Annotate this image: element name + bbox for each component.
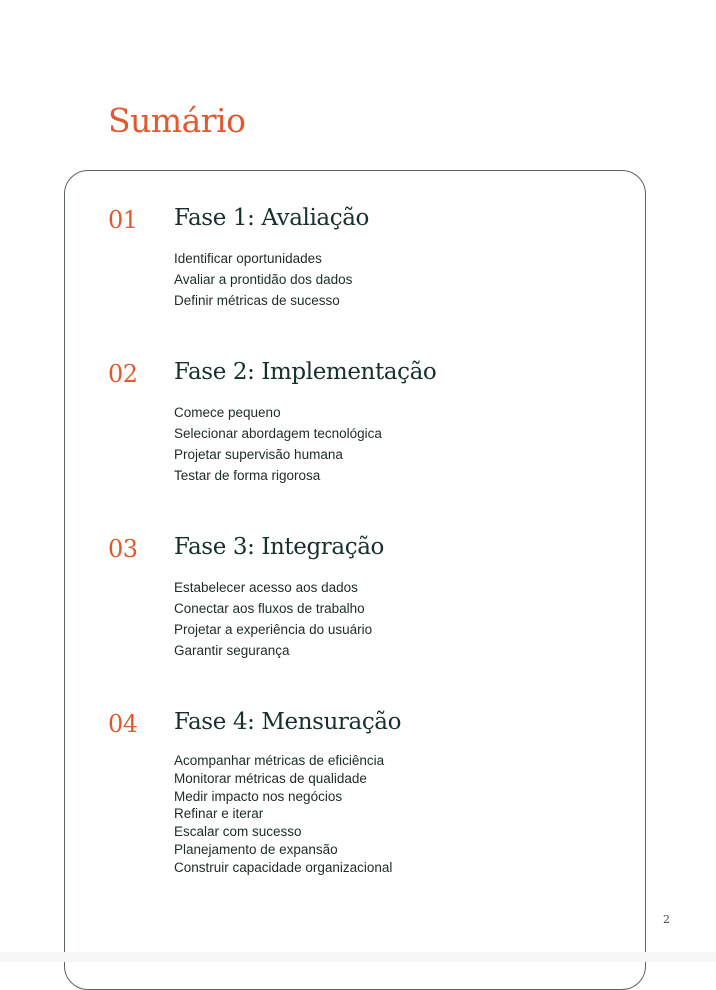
- phase-number: 01: [108, 206, 138, 234]
- toc-item[interactable]: Monitorar métricas de qualidade: [174, 770, 367, 786]
- phase-item-list: [174, 248, 352, 311]
- phase-title[interactable]: Fase 2: Implementação: [174, 359, 437, 385]
- toc-item[interactable]: Acompanhar métricas de eficiência: [174, 753, 385, 768]
- toc-item[interactable]: Testar de forma rigorosa: [174, 468, 321, 483]
- phase-number: 03: [108, 535, 138, 563]
- page-bottom-edge: [0, 952, 716, 962]
- toc-item[interactable]: Medir impacto nos negócios: [174, 788, 343, 804]
- toc-item[interactable]: Definir métricas de sucesso: [174, 293, 340, 308]
- phase-item-list: [174, 752, 392, 877]
- toc-item[interactable]: Refinar e iterar: [174, 806, 264, 822]
- toc-item[interactable]: Estabelecer acesso aos dados: [174, 580, 358, 595]
- phase-item-list: [174, 402, 382, 486]
- page-title: Sumário: [108, 101, 246, 140]
- toc-item[interactable]: Conectar aos fluxos de trabalho: [174, 601, 365, 616]
- toc-item[interactable]: Identificar oportunidades: [174, 251, 322, 266]
- phase-title[interactable]: Fase 3: Integração: [174, 534, 384, 560]
- toc-item[interactable]: Projetar supervisão humana: [174, 447, 343, 462]
- phase-title[interactable]: Fase 1: Avaliação: [174, 205, 369, 231]
- phase-number: 04: [108, 710, 138, 738]
- phase-title[interactable]: Fase 4: Mensuração: [174, 709, 402, 735]
- toc-item[interactable]: Comece pequeno: [174, 405, 281, 420]
- toc-item[interactable]: Planejamento de expansão: [174, 841, 338, 857]
- toc-item[interactable]: Projetar a experiência do usuário: [174, 622, 373, 637]
- toc-item[interactable]: Garantir segurança: [174, 643, 290, 658]
- page-number: 2: [663, 913, 670, 926]
- toc-item[interactable]: Avaliar a prontidão dos dados: [174, 272, 353, 287]
- phase-number: 02: [108, 360, 138, 388]
- toc-item[interactable]: Construir capacidade organizacional: [174, 859, 393, 875]
- phase-item-list: [174, 577, 372, 661]
- toc-item[interactable]: Escalar com sucesso: [174, 824, 302, 840]
- toc-item[interactable]: Selecionar abordagem tecnológica: [174, 426, 382, 441]
